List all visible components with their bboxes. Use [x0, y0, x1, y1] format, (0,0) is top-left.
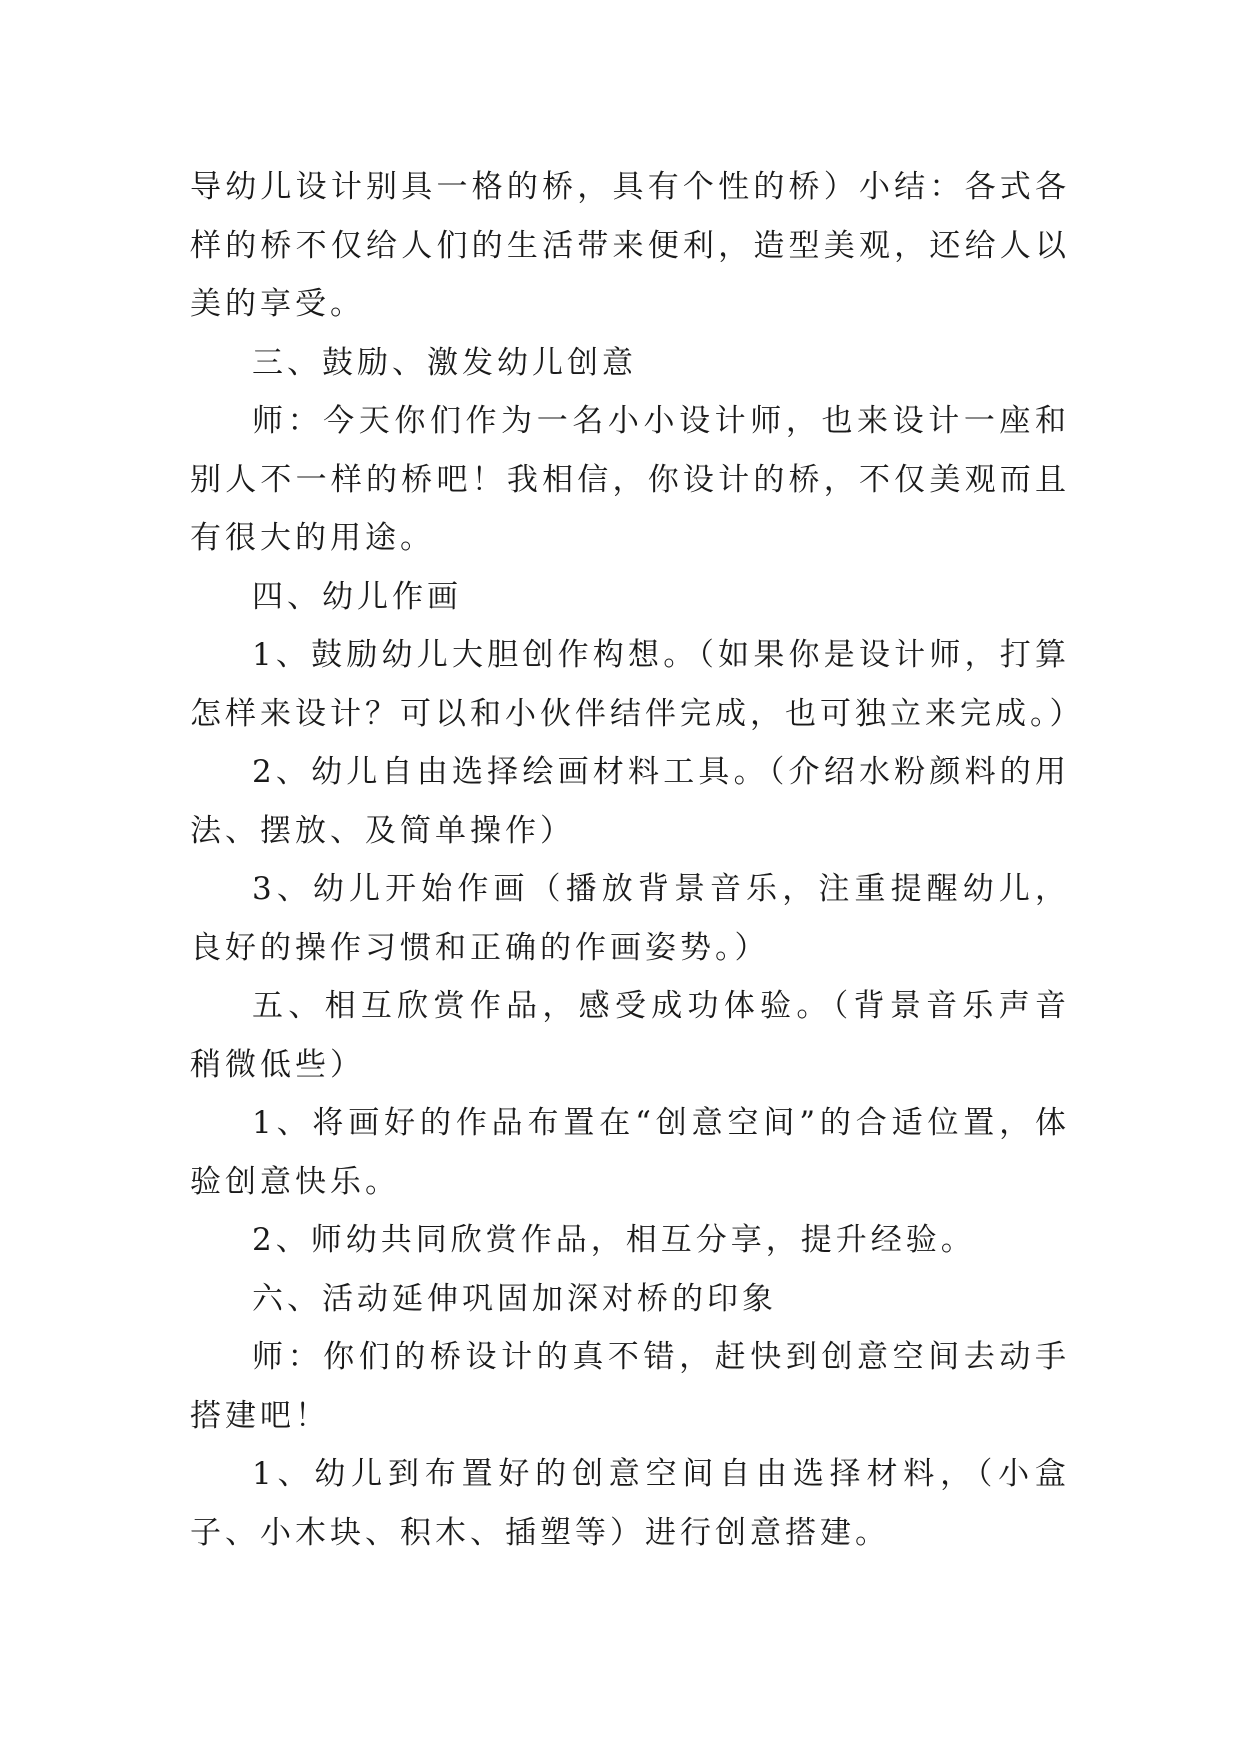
list-item-6-1: 1、幼儿到布置好的创意空间自由选择材料，（小盒子、小木块、积木、插塑等）进行创意搭建。 [190, 1456, 1070, 1551]
list-item-4-1: 1、鼓励幼儿大胆创作构想。（如果你是设计师，打算怎样来设计？可以和小伙伴结伴完成，也可独立来完成。） [190, 637, 1085, 732]
paragraph-continuation: 导幼儿设计别具一格的桥，具有个性的桥）小结：各式各样的桥不仅给人们的生活带来便利，造型美观，还给人以美的享受。 [190, 169, 1070, 322]
list-item-5-2: 2、师幼共同欣赏作品，相互分享，提升经验。 [252, 1222, 976, 1258]
section-heading-6: 六、活动延伸巩固加深对桥的印象 [252, 1280, 777, 1317]
section-heading-5: 五、相互欣赏作品，感受成功体验。（背景音乐声音稍微低些） [190, 988, 1070, 1083]
section-heading-3: 三、鼓励、激发幼儿创意 [252, 344, 637, 381]
list-item-5-1: 1、将画好的作品布置在“创意空间”的合适位置，体验创意快乐。 [190, 1105, 1070, 1200]
section-heading-4: 四、幼儿作画 [252, 578, 462, 615]
paragraph-teacher-speech-1: 师：今天你们作为一名小小设计师，也来设计一座和别人不一样的桥吧！我相信，你设计的桥，不仅美观而且有很大的用途。 [190, 403, 1070, 556]
list-item-4-3: 3、幼儿开始作画（播放背景音乐，注重提醒幼儿，良好的操作习惯和正确的作画姿势。） [190, 871, 1070, 966]
paragraph-teacher-speech-2: 师：你们的桥设计的真不错，赶快到创意空间去动手搭建吧！ [190, 1339, 1070, 1434]
document-body [190, 158, 1085, 1562]
list-item-4-2: 2、幼儿自由选择绘画材料工具。（介绍水粉颜料的用法、摆放、及简单操作） [190, 754, 1070, 849]
